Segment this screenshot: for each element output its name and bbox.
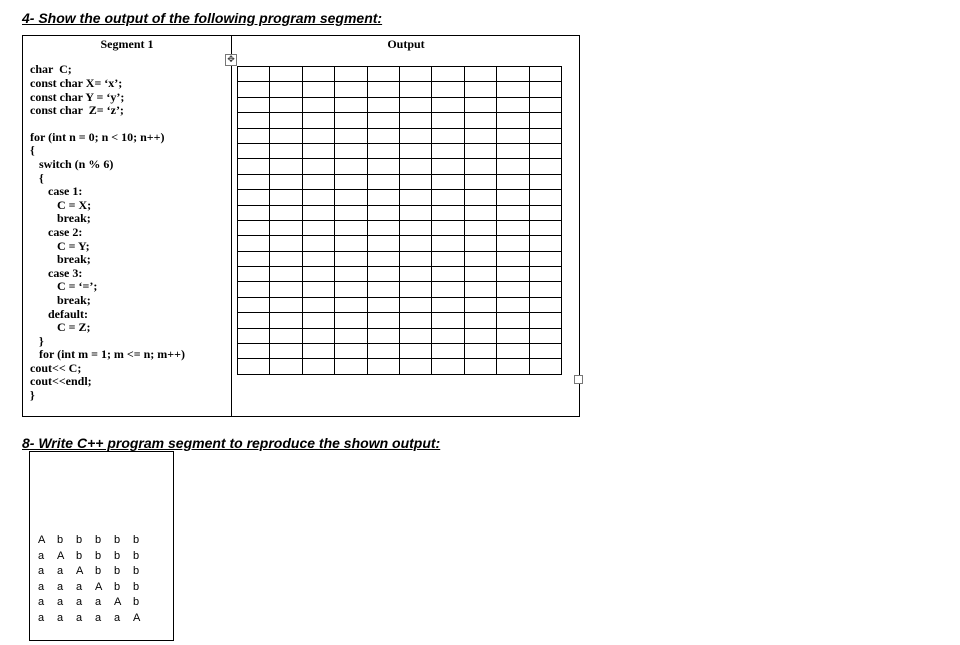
pattern-char: a <box>57 580 64 593</box>
grid-cell[interactable] <box>335 128 367 143</box>
pattern-char: a <box>76 596 83 608</box>
grid-row <box>238 328 562 343</box>
code-line: } <box>30 334 44 348</box>
grid-row <box>238 313 562 328</box>
grid-row <box>238 282 562 297</box>
grid-cell[interactable] <box>432 205 464 220</box>
grid-cell[interactable] <box>464 174 496 189</box>
grid-cell[interactable] <box>367 143 399 158</box>
grid-cell[interactable] <box>529 174 561 189</box>
grid-cell[interactable] <box>432 344 464 359</box>
grid-row <box>238 67 562 82</box>
pattern-char: a <box>38 565 45 577</box>
grid-cell[interactable] <box>302 236 334 251</box>
grid-cell[interactable] <box>497 190 529 205</box>
grid-row <box>238 220 562 235</box>
grid-cell[interactable] <box>432 313 464 328</box>
grid-cell[interactable] <box>238 313 270 328</box>
pattern-char: A <box>38 534 46 546</box>
pattern-char: b <box>133 549 140 562</box>
grid-cell[interactable] <box>529 82 561 97</box>
grid-cell[interactable] <box>464 128 496 143</box>
grid-cell[interactable] <box>335 282 367 297</box>
grid-row <box>238 113 562 128</box>
grid-cell[interactable] <box>238 97 270 112</box>
pattern-char: b <box>114 534 121 546</box>
move-handle-icon[interactable]: ✥ <box>225 54 237 66</box>
grid-cell[interactable] <box>464 344 496 359</box>
grid-cell[interactable] <box>335 205 367 220</box>
grid-cell[interactable] <box>367 190 399 205</box>
grid-cell[interactable] <box>529 328 561 343</box>
grid-cell[interactable] <box>529 143 561 158</box>
grid-cell[interactable] <box>497 113 529 128</box>
grid-cell[interactable] <box>238 282 270 297</box>
grid-cell[interactable] <box>464 113 496 128</box>
grid-cell[interactable] <box>302 82 334 97</box>
pattern-char: b <box>76 549 83 562</box>
code-line: for (int m = 1; m <= n; m++) <box>30 347 185 361</box>
grid-cell[interactable] <box>238 67 270 82</box>
grid-cell[interactable] <box>270 159 302 174</box>
grid-cell[interactable] <box>399 128 431 143</box>
grid-cell[interactable] <box>529 359 561 374</box>
grid-cell[interactable] <box>399 67 431 82</box>
grid-cell[interactable] <box>432 220 464 235</box>
code-line: cout<< C; <box>30 361 82 375</box>
code-line: break; <box>30 293 91 307</box>
grid-cell[interactable] <box>335 159 367 174</box>
grid-cell[interactable] <box>432 282 464 297</box>
code-line: C = Y; <box>30 239 90 253</box>
grid-cell[interactable] <box>464 205 496 220</box>
grid-cell[interactable] <box>464 359 496 374</box>
grid-cell[interactable] <box>497 328 529 343</box>
grid-cell[interactable] <box>270 359 302 374</box>
grid-cell[interactable] <box>302 313 334 328</box>
grid-cell[interactable] <box>399 359 431 374</box>
grid-row <box>238 97 562 112</box>
grid-cell[interactable] <box>529 128 561 143</box>
code-line: const char Y = ‘y’; <box>30 90 125 104</box>
grid-cell[interactable] <box>497 205 529 220</box>
code-line: for (int n = 0; n < 10; n++) <box>30 130 165 144</box>
grid-cell[interactable] <box>335 297 367 312</box>
grid-cell[interactable] <box>335 174 367 189</box>
grid-row <box>238 174 562 189</box>
grid-cell[interactable] <box>464 251 496 266</box>
code-line: { <box>30 143 35 157</box>
pattern-char: A <box>76 565 84 577</box>
grid-cell[interactable] <box>270 328 302 343</box>
grid-cell[interactable] <box>464 82 496 97</box>
grid-cell[interactable] <box>335 328 367 343</box>
grid-cell[interactable] <box>367 159 399 174</box>
grid-cell[interactable] <box>529 267 561 282</box>
grid-cell[interactable] <box>302 128 334 143</box>
grid-cell[interactable] <box>367 220 399 235</box>
grid-cell[interactable] <box>270 344 302 359</box>
grid-cell[interactable] <box>432 143 464 158</box>
grid-row <box>238 159 562 174</box>
grid-cell[interactable] <box>238 174 270 189</box>
grid-cell[interactable] <box>497 344 529 359</box>
grid-cell[interactable] <box>399 267 431 282</box>
grid-cell[interactable] <box>238 328 270 343</box>
grid-cell[interactable] <box>399 97 431 112</box>
output-header: Output <box>387 37 425 51</box>
grid-row <box>238 236 562 251</box>
grid-cell[interactable] <box>270 113 302 128</box>
grid-cell[interactable] <box>529 159 561 174</box>
grid-cell[interactable] <box>335 344 367 359</box>
grid-cell[interactable] <box>497 359 529 374</box>
pattern-char: a <box>57 596 64 608</box>
grid-cell[interactable] <box>367 251 399 266</box>
grid-cell[interactable] <box>529 282 561 297</box>
grid-cell[interactable] <box>464 143 496 158</box>
grid-cell[interactable] <box>464 282 496 297</box>
grid-cell[interactable] <box>335 251 367 266</box>
code-line: default: <box>30 307 88 321</box>
question-8-title: 8- Write C++ program segment to reproduce the shown output: <box>22 435 441 451</box>
segment-header: Segment 1 <box>100 37 154 51</box>
grid-cell[interactable] <box>464 67 496 82</box>
code-line: case 1: <box>30 184 83 198</box>
grid-cell[interactable] <box>270 236 302 251</box>
grid-cell[interactable] <box>464 159 496 174</box>
grid-cell[interactable] <box>529 67 561 82</box>
pattern-char: A <box>133 611 141 624</box>
grid-cell[interactable] <box>270 251 302 266</box>
pattern-char: b <box>114 565 121 577</box>
grid-cell[interactable] <box>529 113 561 128</box>
code-line: case 2: <box>30 225 83 239</box>
grid-cell[interactable] <box>238 251 270 266</box>
grid-cell[interactable] <box>399 174 431 189</box>
grid-cell[interactable] <box>335 359 367 374</box>
pattern-char: b <box>95 549 102 562</box>
pattern-char: a <box>38 549 45 562</box>
grid-cell[interactable] <box>270 282 302 297</box>
grid-cell[interactable] <box>432 174 464 189</box>
grid-cell[interactable] <box>367 313 399 328</box>
question-4-title: 4- Show the output of the following program segment: <box>22 10 383 26</box>
grid-cell[interactable] <box>238 113 270 128</box>
pattern-char: a <box>114 611 121 624</box>
grid-cell[interactable] <box>432 251 464 266</box>
grid-cell[interactable] <box>367 236 399 251</box>
grid-cell[interactable] <box>367 328 399 343</box>
grid-cell[interactable] <box>399 220 431 235</box>
grid-cell[interactable] <box>367 97 399 112</box>
code-line: char C; <box>30 62 72 76</box>
grid-cell[interactable] <box>497 282 529 297</box>
grid-cell[interactable] <box>367 128 399 143</box>
grid-cell[interactable] <box>270 205 302 220</box>
grid-cell[interactable] <box>238 143 270 158</box>
grid-cell[interactable] <box>432 128 464 143</box>
pattern-char: b <box>133 580 140 593</box>
grid-cell[interactable] <box>238 82 270 97</box>
grid-cell[interactable] <box>497 159 529 174</box>
grid-cell[interactable] <box>497 143 529 158</box>
pattern-box <box>29 451 174 641</box>
pattern-char: a <box>95 611 102 624</box>
grid-row <box>238 251 562 266</box>
grid-cell[interactable] <box>270 82 302 97</box>
output-grid <box>237 66 562 375</box>
grid-cell[interactable] <box>529 313 561 328</box>
grid-cell[interactable] <box>270 220 302 235</box>
grid-cell[interactable] <box>270 297 302 312</box>
grid-cell[interactable] <box>302 359 334 374</box>
code-line: switch (n % 6) <box>30 157 114 171</box>
grid-cell[interactable] <box>497 220 529 235</box>
grid-cell[interactable] <box>302 67 334 82</box>
grid-cell[interactable] <box>529 190 561 205</box>
grid-cell[interactable] <box>270 128 302 143</box>
grid-cell[interactable] <box>432 97 464 112</box>
pattern-char: a <box>57 611 64 624</box>
grid-cell[interactable] <box>302 297 334 312</box>
pattern-char: b <box>133 565 140 577</box>
grid-cell[interactable] <box>302 267 334 282</box>
grid-cell[interactable] <box>432 236 464 251</box>
grid-row <box>238 82 562 97</box>
grid-cell[interactable] <box>529 220 561 235</box>
grid-cell[interactable] <box>238 205 270 220</box>
grid-cell[interactable] <box>464 190 496 205</box>
grid-row <box>238 190 562 205</box>
code-line: break; <box>30 252 91 266</box>
grid-cell[interactable] <box>367 67 399 82</box>
grid-cell[interactable] <box>399 328 431 343</box>
grid-cell[interactable] <box>529 236 561 251</box>
grid-cell[interactable] <box>464 97 496 112</box>
grid-cell[interactable] <box>270 174 302 189</box>
grid-cell[interactable] <box>464 236 496 251</box>
grid-cell[interactable] <box>464 220 496 235</box>
pattern-char: b <box>95 565 102 577</box>
grid-cell[interactable] <box>497 67 529 82</box>
code-line: const char Z= ‘z’; <box>30 103 124 117</box>
grid-cell[interactable] <box>399 82 431 97</box>
grid-cell[interactable] <box>497 82 529 97</box>
grid-cell[interactable] <box>399 313 431 328</box>
grid-cell[interactable] <box>270 143 302 158</box>
pattern-char: a <box>76 611 83 624</box>
grid-cell[interactable] <box>302 251 334 266</box>
grid-cell[interactable] <box>302 205 334 220</box>
grid-cell[interactable] <box>432 267 464 282</box>
pattern-char: a <box>38 596 45 608</box>
grid-cell[interactable] <box>432 359 464 374</box>
grid-cell[interactable] <box>464 328 496 343</box>
grid-cell[interactable] <box>367 297 399 312</box>
grid-cell[interactable] <box>432 67 464 82</box>
grid-cell[interactable] <box>302 174 334 189</box>
grid-cell[interactable] <box>302 190 334 205</box>
grid-cell[interactable] <box>432 159 464 174</box>
grid-cell[interactable] <box>270 67 302 82</box>
grid-cell[interactable] <box>302 344 334 359</box>
code-line: const char X= ‘x’; <box>30 76 123 90</box>
pattern-char: A <box>114 596 122 608</box>
grid-cell[interactable] <box>464 267 496 282</box>
pattern-char: a <box>38 611 45 624</box>
grid-cell[interactable] <box>432 328 464 343</box>
grid-cell[interactable] <box>399 251 431 266</box>
grid-cell[interactable] <box>367 82 399 97</box>
grid-cell[interactable] <box>464 313 496 328</box>
grid-cell[interactable] <box>335 67 367 82</box>
grid-cell[interactable] <box>529 344 561 359</box>
grid-row <box>238 267 562 282</box>
grid-cell[interactable] <box>238 220 270 235</box>
grid-cell[interactable] <box>497 174 529 189</box>
grid-cell[interactable] <box>302 220 334 235</box>
grid-cell[interactable] <box>367 344 399 359</box>
grid-cell[interactable] <box>367 282 399 297</box>
grid-cell[interactable] <box>497 97 529 112</box>
pattern-char: A <box>57 549 65 562</box>
grid-cell[interactable] <box>270 97 302 112</box>
grid-cell[interactable] <box>432 113 464 128</box>
code-line: C = X; <box>30 198 92 212</box>
grid-cell[interactable] <box>497 313 529 328</box>
grid-cell[interactable] <box>335 220 367 235</box>
grid-cell[interactable] <box>238 128 270 143</box>
pattern-char: b <box>57 534 64 546</box>
pattern-char: A <box>95 580 103 593</box>
pattern-char: a <box>38 580 45 593</box>
code-line: break; <box>30 211 91 225</box>
grid-cell[interactable] <box>497 128 529 143</box>
grid-cell[interactable] <box>399 190 431 205</box>
grid-cell[interactable] <box>302 113 334 128</box>
pattern-char: a <box>57 565 64 577</box>
grid-cell[interactable] <box>302 328 334 343</box>
pattern-char: a <box>95 596 102 608</box>
grid-cell[interactable] <box>497 267 529 282</box>
grid-cell[interactable] <box>529 251 561 266</box>
grid-cell[interactable] <box>529 205 561 220</box>
code-line: { <box>30 171 44 185</box>
grid-cell[interactable] <box>238 236 270 251</box>
pattern-char: b <box>95 534 102 546</box>
grid-row <box>238 143 562 158</box>
code-line: cout<<endl; <box>30 374 92 388</box>
grid-cell[interactable] <box>399 344 431 359</box>
pattern-char: b <box>133 534 140 546</box>
resize-handle-icon[interactable] <box>574 375 583 384</box>
grid-row <box>238 205 562 220</box>
grid-cell[interactable] <box>529 297 561 312</box>
grid-cell[interactable] <box>335 113 367 128</box>
grid-cell[interactable] <box>238 159 270 174</box>
grid-cell[interactable] <box>432 190 464 205</box>
grid-cell[interactable] <box>335 190 367 205</box>
grid-cell[interactable] <box>238 359 270 374</box>
pattern-char: b <box>133 596 140 608</box>
grid-cell[interactable] <box>367 359 399 374</box>
grid-cell[interactable] <box>335 313 367 328</box>
grid-cell[interactable] <box>497 251 529 266</box>
grid-cell[interactable] <box>497 236 529 251</box>
grid-cell[interactable] <box>399 236 431 251</box>
grid-cell[interactable] <box>432 297 464 312</box>
grid-cell[interactable] <box>335 236 367 251</box>
grid-cell[interactable] <box>399 297 431 312</box>
grid-cell[interactable] <box>270 190 302 205</box>
pattern-char: b <box>114 549 121 562</box>
grid-cell[interactable] <box>302 282 334 297</box>
grid-cell[interactable] <box>302 143 334 158</box>
grid-cell[interactable] <box>270 267 302 282</box>
grid-cell[interactable] <box>399 282 431 297</box>
grid-cell[interactable] <box>367 174 399 189</box>
grid-cell[interactable] <box>529 97 561 112</box>
grid-cell[interactable] <box>399 143 431 158</box>
code-line: } <box>30 388 35 402</box>
grid-cell[interactable] <box>432 82 464 97</box>
grid-cell[interactable] <box>335 82 367 97</box>
grid-cell[interactable] <box>238 267 270 282</box>
grid-cell[interactable] <box>335 97 367 112</box>
grid-cell[interactable] <box>399 159 431 174</box>
code-line: case 3: <box>30 266 83 280</box>
grid-cell[interactable] <box>238 344 270 359</box>
grid-row <box>238 128 562 143</box>
code-line: C = Z; <box>30 320 91 334</box>
grid-cell[interactable] <box>399 205 431 220</box>
grid-cell[interactable] <box>238 297 270 312</box>
pattern-char: a <box>76 580 83 593</box>
grid-cell[interactable] <box>302 97 334 112</box>
pattern-char: b <box>114 580 121 593</box>
grid-cell[interactable] <box>335 143 367 158</box>
pattern-char: b <box>76 534 83 546</box>
grid-row <box>238 297 562 312</box>
grid-cell[interactable] <box>399 113 431 128</box>
grid-cell[interactable] <box>367 267 399 282</box>
grid-cell[interactable] <box>497 297 529 312</box>
grid-cell[interactable] <box>302 159 334 174</box>
grid-cell[interactable] <box>367 113 399 128</box>
grid-cell[interactable] <box>367 205 399 220</box>
grid-cell[interactable] <box>270 313 302 328</box>
grid-row <box>238 344 562 359</box>
code-line: C = ‘=’; <box>30 279 98 293</box>
grid-row <box>238 359 562 374</box>
grid-cell[interactable] <box>335 267 367 282</box>
grid-cell[interactable] <box>464 297 496 312</box>
grid-cell[interactable] <box>238 190 270 205</box>
